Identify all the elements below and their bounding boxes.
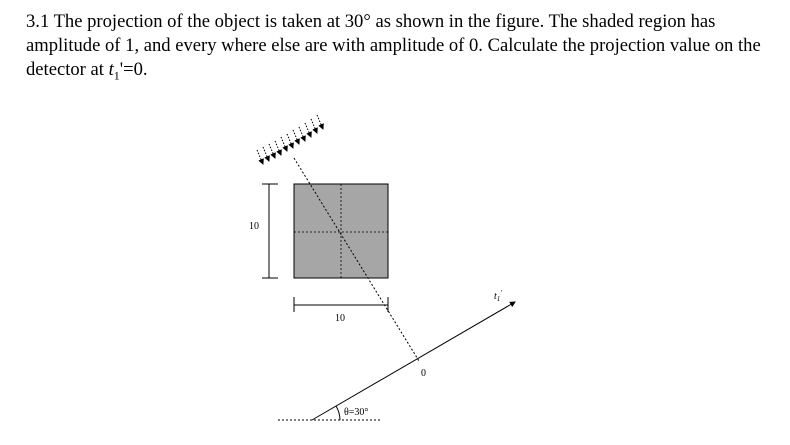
height-label: 10 — [249, 221, 259, 232]
origin-label: 0 — [421, 368, 426, 379]
angle-label: θ=30° — [344, 407, 369, 418]
width-dimension — [294, 297, 388, 312]
width-label: 10 — [335, 313, 345, 324]
angle-arc — [336, 406, 340, 420]
problem-body: The projection of the object is taken at 30° as shown in the figure. The shaded region has amplitude of 1, and every where else are with amplitude of 0. Calculate the projection value on the detector at — [26, 11, 761, 80]
detector-variable-subscript: 1 — [113, 68, 120, 83]
problem-number: 3.1 — [26, 11, 50, 32]
shaded-object — [294, 184, 388, 278]
detector-variable: t — [108, 59, 114, 80]
height-dimension — [262, 184, 278, 278]
incident-rays — [257, 115, 323, 164]
detector-axis-label: $t_1'$ — [494, 289, 502, 303]
problem-tail: '=0. — [119, 59, 148, 80]
